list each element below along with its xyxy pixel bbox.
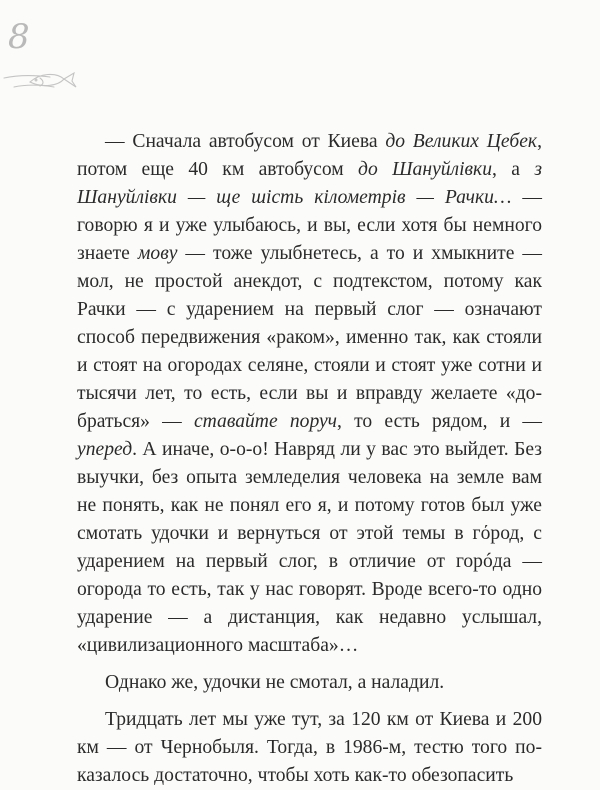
italic-run: ставайте поруч	[193, 411, 338, 432]
italic-run: мову	[137, 243, 178, 264]
italic-run: до Шануйлівки	[358, 159, 493, 180]
paragraph	[77, 128, 542, 660]
text-run: , потом еще 40 км автобусом	[77, 131, 542, 180]
text-run: . А иначе, о-о-о! Навряд ли у вас это выйдет. Без выучки, без опыта земледелия человека на земле вам не понять, как не понял его я, и потому готов был уже смотать удочки и вернуться от этой темы в гόрод, с ударением на первый слог, в отличие от горóда — огорода то есть, так у нас говорят. Вроде всего-то одно ударение — а дистанция, как недавно услышал, «цивилизационного масштаба»…	[77, 439, 542, 656]
paragraph	[77, 706, 542, 790]
text-run: — тоже улыбнетесь, а то и хмыкните — мол, не простой анекдот, с подтекстом, потому как Рачки — с ударением на первый слог — означают способ передвижения «раком», именно так, как стояли и стоят на огородах селяне, стояли и стоят уже сотни и тысячи лет, то есть, если вы и вправду желаете «добраться» —	[77, 243, 543, 432]
text-run: , а	[492, 159, 535, 180]
italic-run: до Великих Цебек	[385, 131, 538, 152]
text-run: , то есть рядом, и —	[337, 411, 542, 432]
italic-run: з Шануйлівки — ще шість кілометрів — Рачки…	[77, 159, 542, 208]
text-run: Тридцать лет мы уже тут, за 120 км от Киева и 200 км — от Чернобыля. Тогда, в 1986-м, тестю того показалось достаточно, чтобы хоть как-то обезопасить	[77, 709, 542, 786]
text-run: — говорю я и уже улыбаюсь, и вы, если хотя бы немного знаете	[77, 187, 542, 264]
italic-run: уперед	[77, 439, 133, 460]
fish-ornament-icon	[0, 58, 82, 100]
page-number: 8	[8, 17, 30, 57]
text-run: Однако же, удочки не смотал, а наладил.	[105, 672, 445, 693]
paragraph	[77, 669, 542, 697]
text-run: — Сначала автобусом от Киева	[105, 131, 386, 152]
body-text	[77, 128, 542, 790]
